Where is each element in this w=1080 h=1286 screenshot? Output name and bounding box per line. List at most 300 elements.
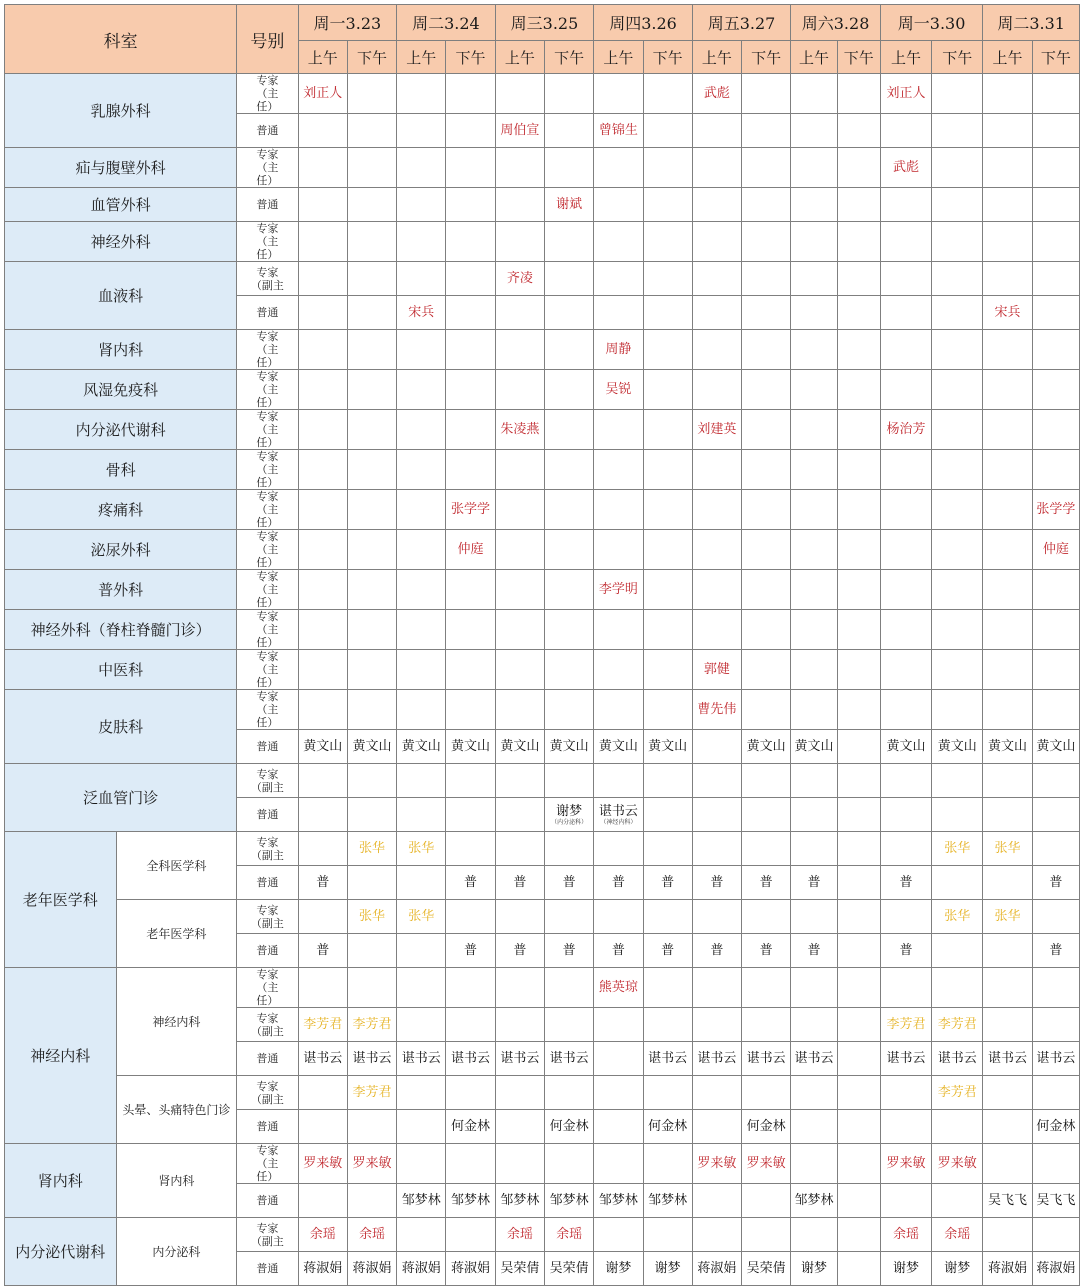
doctor-name: 普 (661, 943, 675, 958)
schedule-cell (544, 1042, 593, 1076)
schedule-cell (791, 570, 837, 610)
schedule-cell (594, 934, 643, 968)
am-header: 上午 (692, 41, 741, 74)
schedule-cell (643, 490, 692, 530)
department-group: 老年医学科 (5, 832, 117, 968)
schedule-cell (1032, 1252, 1079, 1286)
schedule-cell (347, 1144, 396, 1184)
schedule-cell (594, 1042, 643, 1076)
clinic-type-label: 专家（主任） (256, 330, 279, 369)
schedule-cell (594, 570, 643, 610)
schedule-cell (446, 968, 495, 1008)
day-header: 周二3.31 (983, 5, 1080, 41)
doctor-name: 黄文山 (794, 739, 834, 754)
schedule-cell (446, 730, 495, 764)
schedule-cell (837, 866, 880, 900)
schedule-cell (298, 1110, 347, 1144)
doctor-name: 谢梦 (605, 1261, 632, 1276)
clinic-type-label: 专家（副主 (250, 1011, 284, 1038)
schedule-cell (495, 610, 544, 650)
schedule-cell (446, 764, 495, 798)
schedule-cell (880, 570, 931, 610)
schedule-cell (742, 1218, 791, 1252)
doctor-name: 郭健 (703, 662, 730, 677)
schedule-cell (594, 798, 643, 832)
clinic-type (237, 764, 298, 798)
department-name: 风湿免疫科 (5, 370, 237, 410)
schedule-cell (791, 410, 837, 450)
schedule-cell (643, 262, 692, 296)
doctor-name: 谌书云 (401, 1051, 441, 1066)
doctor-name: 普 (464, 943, 478, 958)
schedule-cell (932, 262, 983, 296)
clinic-type (237, 330, 298, 370)
schedule-cell (397, 650, 446, 690)
doctor-name: 普 (807, 875, 821, 890)
table-row (5, 370, 1080, 410)
schedule-cell (932, 296, 983, 330)
doctor-name: 余瑶 (506, 1227, 533, 1242)
schedule-cell (742, 370, 791, 410)
schedule-cell (298, 1252, 347, 1286)
schedule-cell (397, 1252, 446, 1286)
schedule-cell (544, 490, 593, 530)
schedule-cell (544, 1144, 593, 1184)
schedule-cell (397, 1110, 446, 1144)
schedule-cell (397, 1144, 446, 1184)
schedule-cell (347, 832, 396, 866)
schedule-cell (932, 730, 983, 764)
schedule-cell (594, 1144, 643, 1184)
clinic-type (237, 832, 298, 866)
schedule-cell (837, 1110, 880, 1144)
schedule-cell (837, 1218, 880, 1252)
schedule-cell (791, 1252, 837, 1286)
header-day-row (5, 5, 1080, 41)
schedule-cell (880, 832, 931, 866)
schedule-cell (880, 370, 931, 410)
schedule-cell (347, 114, 396, 148)
schedule-cell (692, 1008, 741, 1042)
schedule-cell (298, 1144, 347, 1184)
schedule-cell (298, 690, 347, 730)
schedule-cell (742, 1144, 791, 1184)
schedule-cell (446, 222, 495, 262)
schedule-cell (692, 610, 741, 650)
schedule-cell (446, 490, 495, 530)
schedule-cell (298, 1218, 347, 1252)
clinic-type (237, 968, 298, 1008)
doctor-name: 余瑶 (556, 1227, 583, 1242)
clinic-type-label: 专家（副主 (250, 1079, 284, 1106)
doctor-name: 普 (611, 875, 625, 890)
clinic-type (237, 900, 298, 934)
clinic-type (237, 1076, 298, 1110)
schedule-cell (932, 74, 983, 114)
schedule-cell (298, 900, 347, 934)
doctor-name: 罗来敏 (697, 1156, 737, 1171)
schedule-cell (298, 530, 347, 570)
schedule-cell (397, 900, 446, 934)
schedule-cell (742, 222, 791, 262)
schedule-cell (446, 188, 495, 222)
schedule-cell (983, 1110, 1032, 1144)
clinic-type (237, 296, 298, 330)
schedule-cell (880, 1252, 931, 1286)
schedule-cell (298, 1042, 347, 1076)
schedule-cell (397, 262, 446, 296)
schedule-cell (544, 900, 593, 934)
doctor-name: 普 (1049, 875, 1063, 890)
doctor-name: 黄文山 (303, 739, 343, 754)
schedule-cell (791, 1218, 837, 1252)
doctor-name: 余瑶 (309, 1227, 336, 1242)
schedule-cell (791, 1110, 837, 1144)
schedule-cell (837, 968, 880, 1008)
schedule-cell (932, 832, 983, 866)
table-row (5, 690, 1080, 730)
schedule-cell (347, 610, 396, 650)
schedule-cell (594, 450, 643, 490)
schedule-cell (495, 1184, 544, 1218)
department-name: 血管外科 (5, 188, 237, 222)
schedule-cell (692, 1218, 741, 1252)
schedule-cell (791, 114, 837, 148)
doctor-name: 吴荣倩 (746, 1261, 786, 1276)
schedule-cell (446, 866, 495, 900)
schedule-cell (880, 450, 931, 490)
schedule-cell (495, 934, 544, 968)
schedule-cell (594, 530, 643, 570)
clinic-type-label: 专家（副主 (250, 903, 284, 930)
department-name: 骨科 (5, 450, 237, 490)
schedule-cell (397, 148, 446, 188)
table-row (5, 764, 1080, 798)
schedule-cell (692, 370, 741, 410)
doctor-name: 张华 (408, 909, 435, 924)
doctor-note: （内分泌科） (551, 818, 588, 826)
doctor-name: 周伯宣 (500, 123, 540, 138)
clinic-type-label: 专家（主任） (256, 610, 279, 649)
clinic-type-label: 专家（主任） (256, 650, 279, 689)
schedule-cell (932, 222, 983, 262)
table-row (5, 410, 1080, 450)
schedule-cell (298, 866, 347, 900)
schedule-cell (347, 798, 396, 832)
schedule-cell (932, 764, 983, 798)
doctor-name: 余瑶 (892, 1227, 919, 1242)
schedule-cell (347, 1252, 396, 1286)
schedule-cell (544, 114, 593, 148)
schedule-cell (643, 188, 692, 222)
schedule-cell (397, 690, 446, 730)
schedule-cell (446, 1076, 495, 1110)
schedule-cell (643, 798, 692, 832)
doctor-name: 普 (611, 943, 625, 958)
schedule-cell (983, 1252, 1032, 1286)
schedule-cell (643, 900, 692, 934)
schedule-cell (1032, 330, 1079, 370)
schedule-cell (446, 410, 495, 450)
table-row (5, 148, 1080, 188)
schedule-cell (298, 222, 347, 262)
doctor-name: 仲庭 (457, 542, 484, 557)
schedule-cell (495, 1042, 544, 1076)
schedule-cell (643, 1252, 692, 1286)
schedule-cell (932, 798, 983, 832)
clinic-type (237, 1184, 298, 1218)
schedule-cell (1032, 114, 1079, 148)
schedule-cell (983, 330, 1032, 370)
schedule-cell (983, 450, 1032, 490)
clinic-type-label: 普通 (256, 306, 279, 319)
doctor-name: 蒋淑娟 (303, 1261, 343, 1276)
am-header: 上午 (495, 41, 544, 74)
schedule-cell (1032, 370, 1079, 410)
schedule-cell (742, 74, 791, 114)
schedule-cell (446, 690, 495, 730)
schedule-cell (1032, 934, 1079, 968)
doctor-name: 何金林 (746, 1119, 786, 1134)
schedule-cell (643, 1008, 692, 1042)
schedule-cell (791, 1008, 837, 1042)
schedule-cell (837, 490, 880, 530)
schedule-cell (298, 450, 347, 490)
schedule-cell (932, 330, 983, 370)
schedule-cell (594, 490, 643, 530)
schedule-cell (1032, 832, 1079, 866)
schedule-cell (544, 764, 593, 798)
doctor-name: 罗来敏 (886, 1156, 926, 1171)
schedule-cell (495, 410, 544, 450)
schedule-cell (347, 764, 396, 798)
table-header (5, 5, 1080, 74)
schedule-cell (446, 1042, 495, 1076)
schedule-cell (837, 74, 880, 114)
schedule-cell (495, 798, 544, 832)
schedule-cell (932, 690, 983, 730)
clinic-type-label: 普通 (256, 198, 279, 211)
schedule-cell (1032, 610, 1079, 650)
clinic-type (237, 934, 298, 968)
schedule-cell (742, 832, 791, 866)
doctor-name: 黄文山 (937, 739, 977, 754)
schedule-cell (397, 934, 446, 968)
schedule-cell (983, 866, 1032, 900)
doctor-name: 刘正人 (886, 86, 926, 101)
schedule-cell (298, 296, 347, 330)
doctor-name: 张华 (944, 909, 971, 924)
schedule-cell (880, 690, 931, 730)
clinic-type (237, 1252, 298, 1286)
schedule-cell (983, 114, 1032, 148)
schedule-cell (880, 114, 931, 148)
clinic-type (237, 490, 298, 530)
schedule-cell (1032, 866, 1079, 900)
table-row (5, 570, 1080, 610)
schedule-cell (1032, 1008, 1079, 1042)
schedule-cell (742, 934, 791, 968)
schedule-cell (880, 900, 931, 934)
clinic-type-label: 专家（主任） (256, 148, 279, 187)
schedule-cell (495, 730, 544, 764)
schedule-cell (983, 74, 1032, 114)
schedule-cell (742, 690, 791, 730)
clinic-type-label: 普通 (256, 1262, 279, 1275)
clinic-type-label: 普通 (256, 876, 279, 889)
schedule-cell (983, 570, 1032, 610)
schedule-cell (692, 650, 741, 690)
doctor-name: 李芳君 (352, 1017, 392, 1032)
schedule-cell (742, 610, 791, 650)
schedule-cell (880, 1008, 931, 1042)
schedule-cell (692, 188, 741, 222)
schedule-cell (594, 1184, 643, 1218)
schedule-cell (347, 570, 396, 610)
doctor-name: 普 (807, 943, 821, 958)
schedule-cell (594, 296, 643, 330)
table-row (5, 330, 1080, 370)
schedule-cell (495, 650, 544, 690)
schedule-cell (495, 1076, 544, 1110)
schedule-cell (347, 1110, 396, 1144)
schedule-cell (983, 650, 1032, 690)
schedule-cell (643, 1042, 692, 1076)
schedule-cell (983, 188, 1032, 222)
schedule-cell (594, 1110, 643, 1144)
schedule-cell (880, 410, 931, 450)
schedule-cell (1032, 1218, 1079, 1252)
schedule-cell (983, 934, 1032, 968)
doctor-name: 谌书云 (1036, 1051, 1076, 1066)
schedule-cell (837, 1184, 880, 1218)
schedule-cell (446, 370, 495, 410)
schedule-cell (692, 730, 741, 764)
schedule-cell (791, 490, 837, 530)
schedule-cell (1032, 690, 1079, 730)
schedule-cell (1032, 650, 1079, 690)
doctor-name: 周静 (605, 342, 632, 357)
doctor-name: 吴飞飞 (1036, 1193, 1076, 1208)
schedule-cell (692, 1042, 741, 1076)
schedule-cell (880, 1042, 931, 1076)
doctor-name: 普 (1049, 943, 1063, 958)
schedule-cell (298, 148, 347, 188)
schedule-cell (837, 450, 880, 490)
schedule-cell (347, 188, 396, 222)
clinic-type (237, 1218, 298, 1252)
schedule-cell (446, 934, 495, 968)
schedule-cell (347, 1076, 396, 1110)
schedule-cell (791, 450, 837, 490)
schedule-cell (791, 934, 837, 968)
doctor-name: 张华 (994, 909, 1021, 924)
schedule-cell (742, 148, 791, 188)
sub-department-name: 头晕、头痛特色门诊 (116, 1076, 237, 1144)
schedule-cell (643, 1076, 692, 1110)
schedule-cell (594, 1076, 643, 1110)
schedule-cell (1032, 1184, 1079, 1218)
schedule-cell (791, 690, 837, 730)
doctor-name: 谌书云 (352, 1051, 392, 1066)
doctor-name: 张华 (358, 909, 385, 924)
doctor-name: 余瑶 (358, 1227, 385, 1242)
doctor-name: 吴锐 (605, 382, 632, 397)
schedule-cell (837, 1252, 880, 1286)
schedule-cell (446, 1144, 495, 1184)
am-header: 上午 (791, 41, 837, 74)
clinic-type-label: 专家（主任） (256, 370, 279, 409)
schedule-cell (742, 650, 791, 690)
am-header: 上午 (880, 41, 931, 74)
pm-header: 下午 (932, 41, 983, 74)
doctor-name: 吴荣倩 (549, 1261, 589, 1276)
schedule-cell (837, 798, 880, 832)
sub-department-name: 神经内科 (116, 968, 237, 1076)
schedule-cell (446, 1008, 495, 1042)
schedule-cell (742, 798, 791, 832)
schedule-cell (347, 370, 396, 410)
schedule-cell (692, 968, 741, 1008)
schedule-cell (643, 450, 692, 490)
schedule-cell (692, 330, 741, 370)
schedule-cell (880, 610, 931, 650)
schedule-cell (495, 1144, 544, 1184)
doctor-name: 邹梦林 (451, 1193, 491, 1208)
schedule-cell (880, 866, 931, 900)
doctor-name: 张华 (358, 841, 385, 856)
table-row (5, 222, 1080, 262)
schedule-cell (594, 610, 643, 650)
clinic-type-label: 专家（副主 (250, 1221, 284, 1248)
schedule-cell (983, 832, 1032, 866)
doctor-name: 谢梦 (654, 1261, 681, 1276)
doctor-name: 蒋淑娟 (988, 1261, 1028, 1276)
schedule-cell (347, 530, 396, 570)
schedule-cell (594, 1218, 643, 1252)
schedule-cell (495, 330, 544, 370)
schedule-cell (742, 570, 791, 610)
department-name: 乳腺外科 (5, 74, 237, 148)
schedule-cell (298, 74, 347, 114)
am-header: 上午 (983, 41, 1032, 74)
clinic-type (237, 222, 298, 262)
schedule-cell (594, 764, 643, 798)
schedule-cell (397, 570, 446, 610)
department-group: 神经内科 (5, 968, 117, 1144)
schedule-cell (643, 968, 692, 1008)
schedule-cell (298, 650, 347, 690)
doctor-name: 张华 (408, 841, 435, 856)
schedule-cell (298, 370, 347, 410)
clinic-type (237, 188, 298, 222)
schedule-cell (837, 934, 880, 968)
schedule-cell (791, 222, 837, 262)
doctor-name: 罗来敏 (352, 1156, 392, 1171)
department-group: 肾内科 (5, 1144, 117, 1218)
clinic-type-label: 专家（副主 (250, 835, 284, 862)
schedule-cell (643, 410, 692, 450)
schedule-cell (880, 1076, 931, 1110)
schedule-cell (397, 74, 446, 114)
schedule-cell (1032, 148, 1079, 188)
schedule-cell (880, 764, 931, 798)
clinic-type (237, 370, 298, 410)
schedule-cell (983, 730, 1032, 764)
schedule-cell (880, 730, 931, 764)
doctor-name: 李芳君 (937, 1017, 977, 1032)
schedule-cell (298, 1008, 347, 1042)
